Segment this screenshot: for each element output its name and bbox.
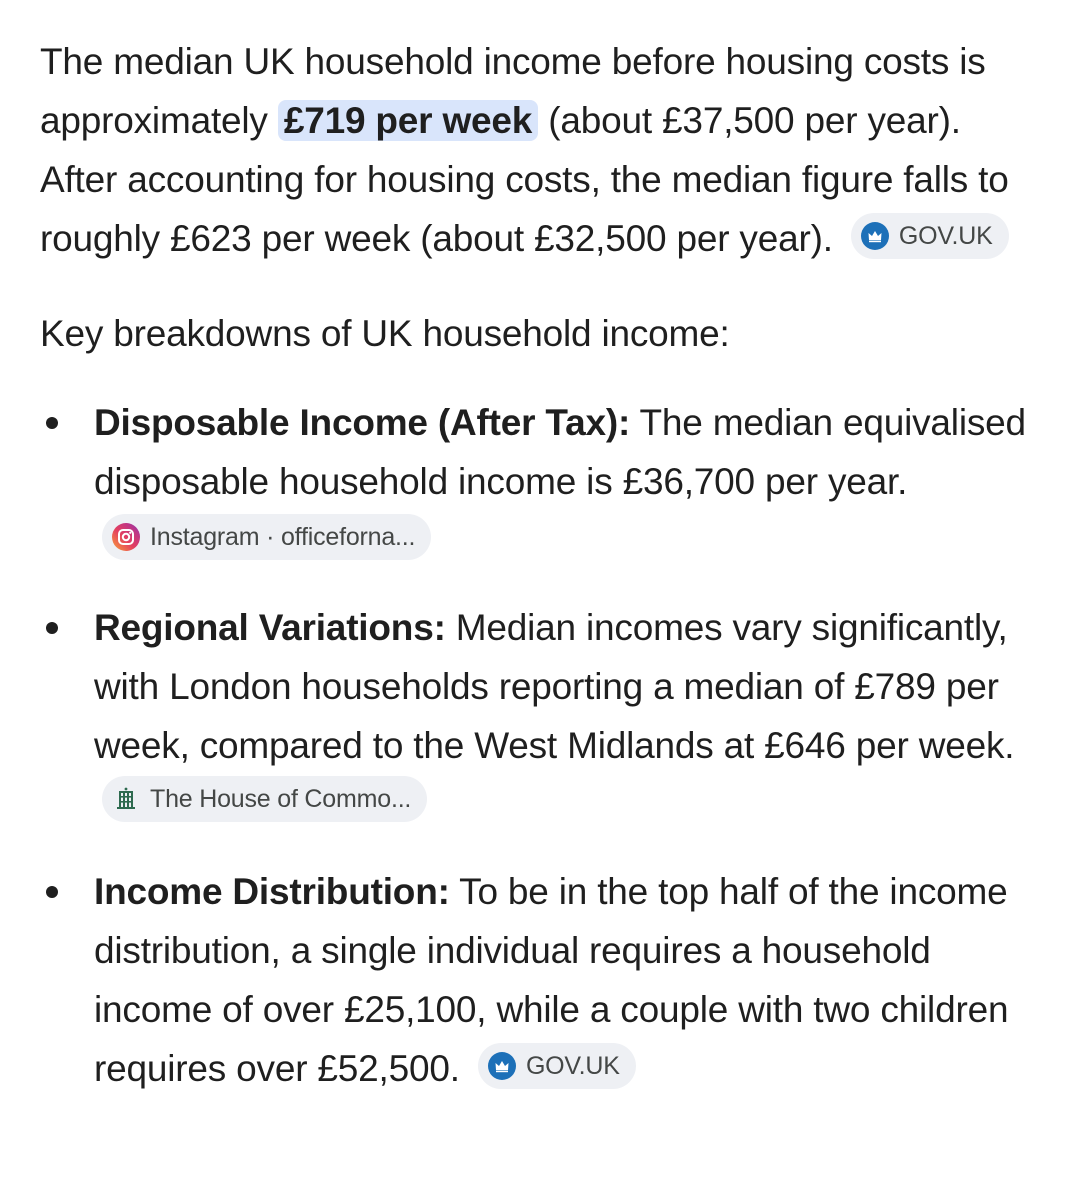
list-item-text: The median equivalised disposable household income is £36,700 per year. (94, 402, 1026, 502)
source-chip-govuk[interactable] (851, 213, 1009, 259)
list-item-text: Median incomes vary significantly, with London households reporting a median of £789 per week, compared to the West Midlands at £646 per week. (94, 607, 1015, 766)
list-item (40, 393, 1040, 570)
list-item (40, 598, 1040, 834)
source-chip-label: Instagram · officeforna... (150, 523, 416, 551)
highlighted-median-figure: £719 per week (278, 100, 538, 141)
crown-icon (861, 222, 889, 250)
list-item (40, 862, 1040, 1098)
list-item-term: Regional Variations: (94, 607, 446, 648)
source-chip-instagram[interactable] (102, 514, 431, 560)
instagram-icon (112, 523, 140, 551)
source-chip-govuk[interactable] (478, 1043, 636, 1089)
list-item-term: Disposable Income (After Tax): (94, 402, 631, 443)
source-chip-label: GOV.UK (525, 1052, 620, 1080)
bullet-marker (46, 886, 58, 898)
source-chip-label: The House of Commo... (150, 785, 412, 813)
source-chip-house-of-commons[interactable] (102, 776, 427, 822)
intro-text-start: The median UK household income before housing costs is approximately (40, 41, 986, 141)
list-item-text: To be in the top half of the income distribution, a single individual requires a household income of over £25,100, while a couple with two children requires over £52,500. (94, 871, 1009, 1089)
bullet-marker (46, 622, 58, 634)
intro-paragraph (40, 32, 1040, 268)
list-item-term: Income Distribution: (94, 871, 450, 912)
breakdowns-heading: Key breakdowns of UK household income: (40, 313, 730, 354)
portcullis-icon (112, 785, 140, 813)
source-chip-label: GOV.UK (898, 222, 993, 250)
intro-text-end: (about £37,500 per year). After accounting for housing costs, the median figure falls to roughly £623 per week (about £32,500 per year). (40, 100, 1009, 259)
crown-icon (488, 1052, 516, 1080)
answer-body (40, 32, 1040, 1126)
breakdowns-list (40, 393, 1040, 1098)
bullet-marker (46, 417, 58, 429)
